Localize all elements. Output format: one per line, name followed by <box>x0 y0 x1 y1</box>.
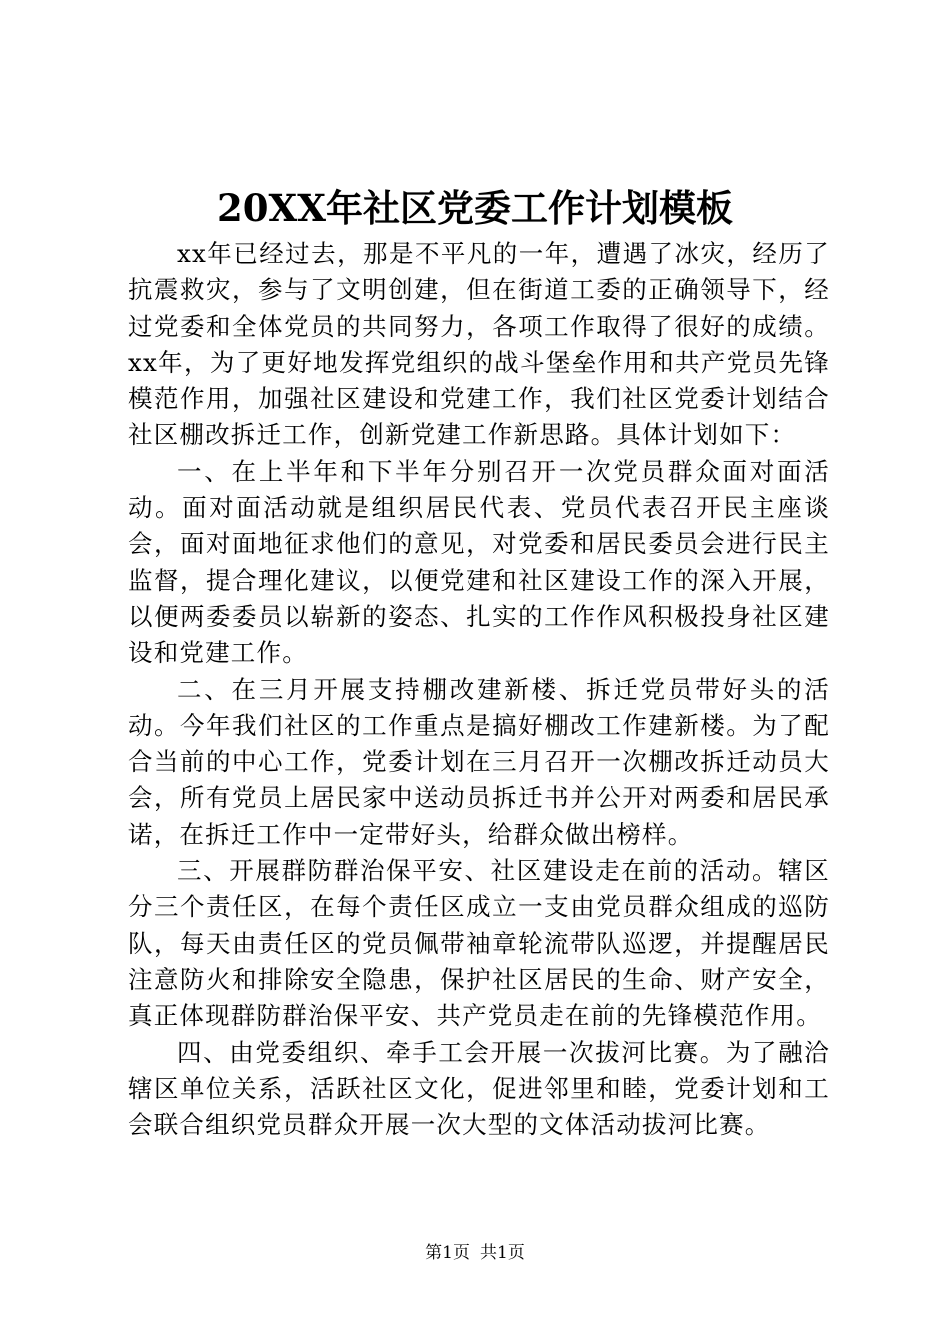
document-title: 20XX年社区党委工作计划模板 <box>217 186 733 230</box>
paragraph-intro: xx年已经过去，那是不平凡的一年，遭遇了冰灾，经历了抗震救灾，参与了文明创建，但在街道工委的正确领导下，经过党委和全体党员的共同努力，各项工作取得了很好的成绩。xx年，为了更好地发挥党组织的战斗堡垒作用和共产党员先锋模范作用，加强社区建设和党建工作，我们社区党委计划结合社区棚改拆迁工作，创新党建工作新思路。具体计划如下： <box>128 239 830 450</box>
page-number: 第1页 <box>425 1243 470 1263</box>
paragraph-item-2: 二、在三月开展支持棚改建新楼、拆迁党员带好头的活动。今年我们社区的工作重点是搞好棚改工作建新楼。为了配合当前的中心工作，党委计划在三月召开一次棚改拆迁动员大会，所有党员上居民家中送动员拆迁书并公开对两委和居民承诺，在拆迁工作中一定带好头，给群众做出榜样。 <box>128 674 830 849</box>
page-footer <box>0 1241 950 1265</box>
page-total: 共1页 <box>480 1243 525 1263</box>
paragraph-item-3: 三、开展群防群治保平安、社区建设走在前的活动。辖区分三个责任区，在每个责任区成立一支由党员群众组成的巡防队，每天由责任区的党员佩带袖章轮流带队巡逻，并提醒居民注意防火和排除安全隐患，保护社区居民的生命、财产安全，真正体现群防群治保平安、共产党员走在前的先锋模范作用。 <box>128 856 830 1031</box>
paragraph-item-1: 一、在上半年和下半年分别召开一次党员群众面对面活动。面对面活动就是组织居民代表、党员代表召开民主座谈会，面对面地征求他们的意见，对党委和居民委员会进行民主监督，提合理化建议，以便党建和社区建设工作的深入开展，以便两委委员以崭新的姿态、扎实的工作作风积极投身社区建设和党建工作。 <box>128 456 830 668</box>
paragraph-item-4: 四、由党委组织、牵手工会开展一次拔河比赛。为了融洽辖区单位关系，活跃社区文化，促进邻里和睦，党委计划和工会联合组织党员群众开展一次大型的文体活动拔河比赛。 <box>128 1037 830 1140</box>
document-body <box>128 236 830 1143</box>
